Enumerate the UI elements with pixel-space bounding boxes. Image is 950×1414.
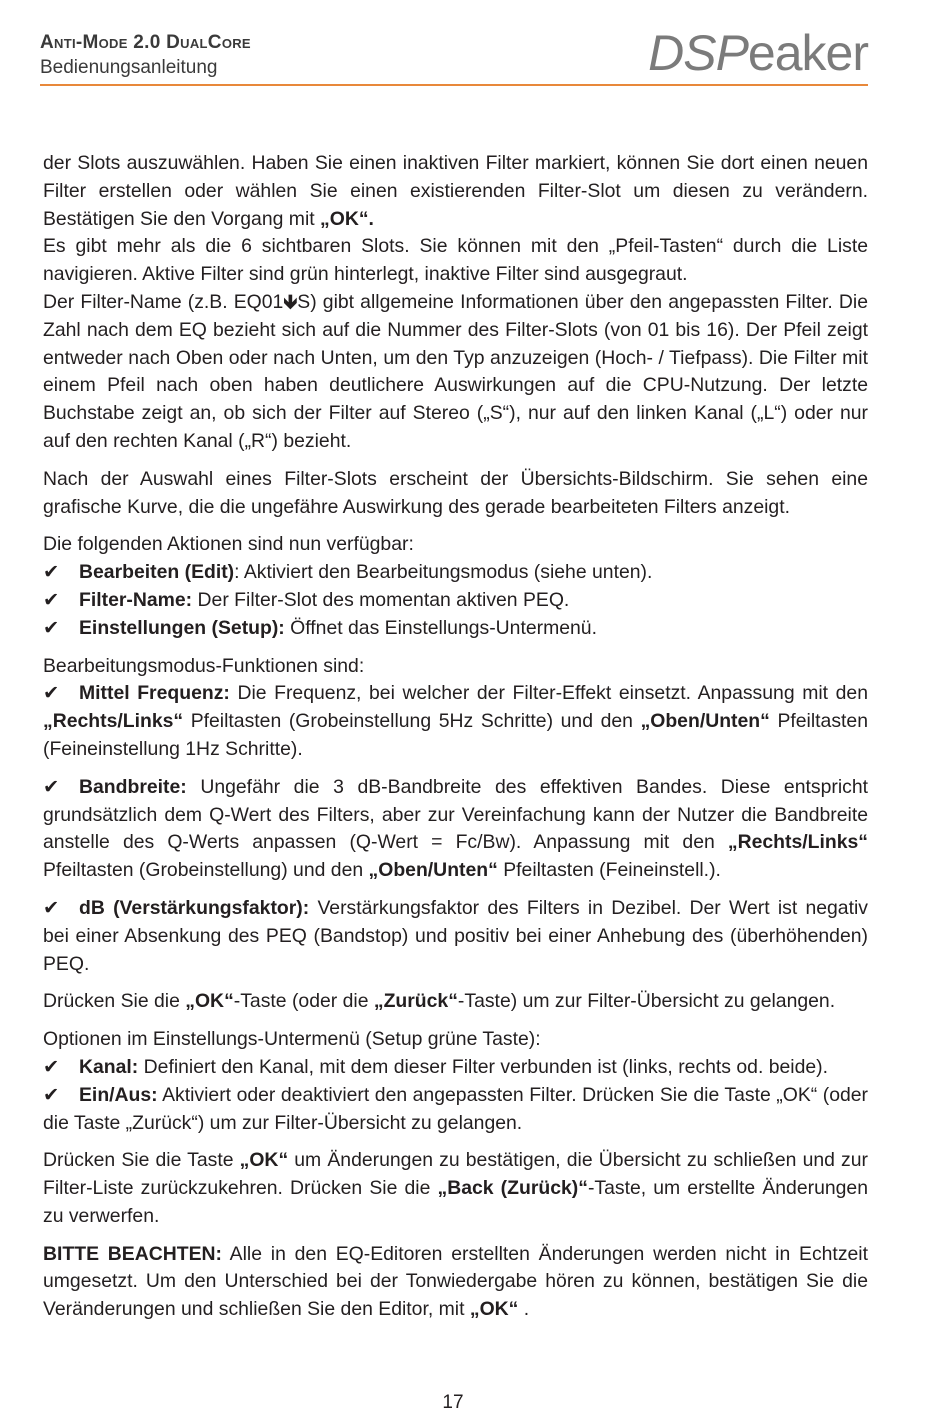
paragraph-filter-name [43,289,868,456]
paragraph-ok-back [43,988,868,1016]
text: Der Filter-Name (z.B. EQ01 [43,290,284,313]
bold-text: Bandbreite: [79,775,187,798]
paragraph-overview: Nach der Auswahl eines Filter-Slots erscheint der Übersichts-Bildschirm. Sie sehen eine grafische Kurve, die die ungefähre Auswirkung des gerade bearbeiteten Filters anzeigt. [43,467,868,518]
checkmark-icon: ✔ [43,682,60,705]
bold-text: „OK“ [239,1149,289,1172]
bold-text: „OK“ [469,1298,519,1321]
arrow-down-icon: 🡻 [283,290,298,313]
paragraph-actions-intro: Die folgenden Aktionen sind nun verfügbar: [43,533,414,556]
document-title: Anti-Mode 2.0 DualCore [40,32,251,53]
text: Pfeiltasten (Grobeinstellung 5Hz Schritte) und den [183,710,641,733]
text: . [518,1298,530,1321]
paragraph-navigation: Es gibt mehr als die 6 sichtbaren Slots. Sie können mit den „Pfeil-Tasten“ durch die Liste navigieren. Aktive Filter sind grün hinterlegt, inaktive Filter sind ausgegraut. [43,235,868,286]
text: -Taste, um erstellte Änderungen zu verwerfen. [43,1177,868,1227]
brand-logo [648,25,868,81]
bold-text: „Back (Zurück)“ [437,1177,588,1200]
text: Die Frequenz, bei welcher der Filter-Effekt einsetzt. Anpassung mit den [229,682,868,705]
text: der Slots auszuwählen. Haben Sie einen inaktiven Filter markiert, können Sie dort einen neuen Filter erstellen oder wählen Sie einen existierenden Filter-Slot um diesen zu verändern. Bestätigen Sie den Vorgang mit [43,152,868,230]
bold-text: „Oben/Unten“ [640,710,770,733]
paragraph-edit-intro: Bearbeitungsmodus-Funktionen sind: [43,654,365,677]
list-item [43,1082,868,1138]
list-item [43,895,868,978]
bold-text: dB (Verstärkungsfaktor): [79,896,310,919]
text: Ungefähr die 3 dB-Bandbreite des effektiven Bandes. Diese entspricht grundsätzlich dem Q-Wert des Filters, aber zur Vereinfachung kann der Nutzer die Bandbreite anstelle des Q-Werts anpassen (Q-Wert = Fc/Bw). Anpassung mit den [43,775,868,854]
paragraph-slots [43,150,868,233]
bold-text: „Zurück“ [373,990,458,1013]
logo-ds: DSP [648,25,748,81]
list-item [43,587,868,615]
page-number: 17 [442,1392,464,1413]
text: Pfeiltasten (Feineinstell.). [497,859,721,882]
checkmark-icon: ✔ [43,896,60,919]
text: Definiert den Kanal, mit dem dieser Filter verbunden ist (links, rechts od. beide). [138,1055,829,1078]
bold-text: Filter-Name: [79,588,193,611]
page-content [43,150,868,1334]
checkmark-icon: ✔ [43,1083,60,1106]
text: S) gibt allgemeine Informationen über den angepassten Filter. Die Zahl nach dem EQ bezieht sich auf die Nummer des Filter-Slots (von 01 bis 16). Der Pfeil zeigt entweder nach Oben oder nach Unten, um den Typ anzuzeigen (Hoch- / Tiefpass). Die Filter mit einem Pfeil nach oben haben deutlichere Auswirkungen auf die CPU-Nutzung. Der letzte Buchstabe zeigt an, ob sich der Filter auf Stereo („S“), nur auf den linken Kanal („L“) oder nur auf den rechten Kanal („R“) bezieht. [43,290,868,452]
text: Pfeiltasten (Grobeinstellung) und den [43,859,369,882]
bold-text: „Rechts/Links“ [43,710,184,733]
list-item [43,615,868,643]
bold-text: BITTE BEACHTEN: [43,1242,222,1265]
bold-text: „Rechts/Links“ [727,831,868,854]
text: Der Filter-Slot des momentan aktiven PEQ. [192,588,570,611]
text: Alle in den EQ-Editoren erstellten Änderungen werden nicht in Echtzeit umgesetzt. Um den Unterschied bei der Tonwiedergabe hören zu können, bestätigen Sie die Veränderungen und schließen Sie den Editor, mit [43,1242,868,1321]
text: Pfeiltasten (Feineinstellung 1Hz Schritte). [43,710,868,760]
text: -Taste (oder die [233,990,374,1013]
checkmark-icon: ✔ [43,588,60,611]
bold-text: Einstellungen (Setup): [79,616,285,639]
bold-text: „OK“ [185,990,234,1013]
text: Verstärkungsfaktor des Filters in Dezibel. Der Wert ist negativ bei einer Absenkung des PEQ (Bandstop) und positiv bei einer Anhebung des (überhöhenden) PEQ. [43,896,868,975]
checkmark-icon: ✔ [43,561,60,584]
text: -Taste) um zur Filter-Übersicht zu gelangen. [457,990,836,1013]
checkmark-icon: ✔ [43,616,60,639]
text: um Änderungen zu bestätigen, die Übersicht zu schließen und zur Filter-Liste zurückzukehren. Drücken Sie die [43,1149,868,1200]
checkmark-icon: ✔ [43,1055,60,1078]
list-item [43,1054,868,1082]
paragraph-confirm [43,1147,868,1230]
bold-text: Mittel Frequenz: [79,682,230,705]
text: Aktiviert oder deaktiviert den angepassten Filter. Drücken Sie die Taste „OK“ (oder die Taste „Zurück“) um zur Filter-Übersicht zu gelangen. [43,1083,868,1134]
paragraph-note [43,1241,868,1324]
text: : Aktiviert den Bearbeitungsmodus (siehe unten). [234,561,653,584]
list-item [43,680,868,763]
list-item [43,774,868,885]
logo-rest: eaker [747,25,868,81]
text: Drücken Sie die Taste [43,1149,240,1172]
list-item [43,559,868,587]
document-subtitle: Bedienungsanleitung [40,57,218,78]
text: Öffnet das Einstellungs-Untermenü. [284,616,597,639]
bold-text: „OK“. [320,207,374,230]
checkmark-icon: ✔ [43,775,60,798]
paragraph-setup-intro: Optionen im Einstellungs-Untermenü (Setup grüne Taste): [43,1028,541,1051]
bold-text: Kanal: [79,1055,139,1078]
text: Drücken Sie die [43,990,186,1013]
page-header [40,26,868,86]
bold-text: Bearbeiten (Edit) [79,561,235,584]
bold-text: Ein/Aus: [79,1083,158,1106]
bold-text: „Oben/Unten“ [368,859,498,882]
